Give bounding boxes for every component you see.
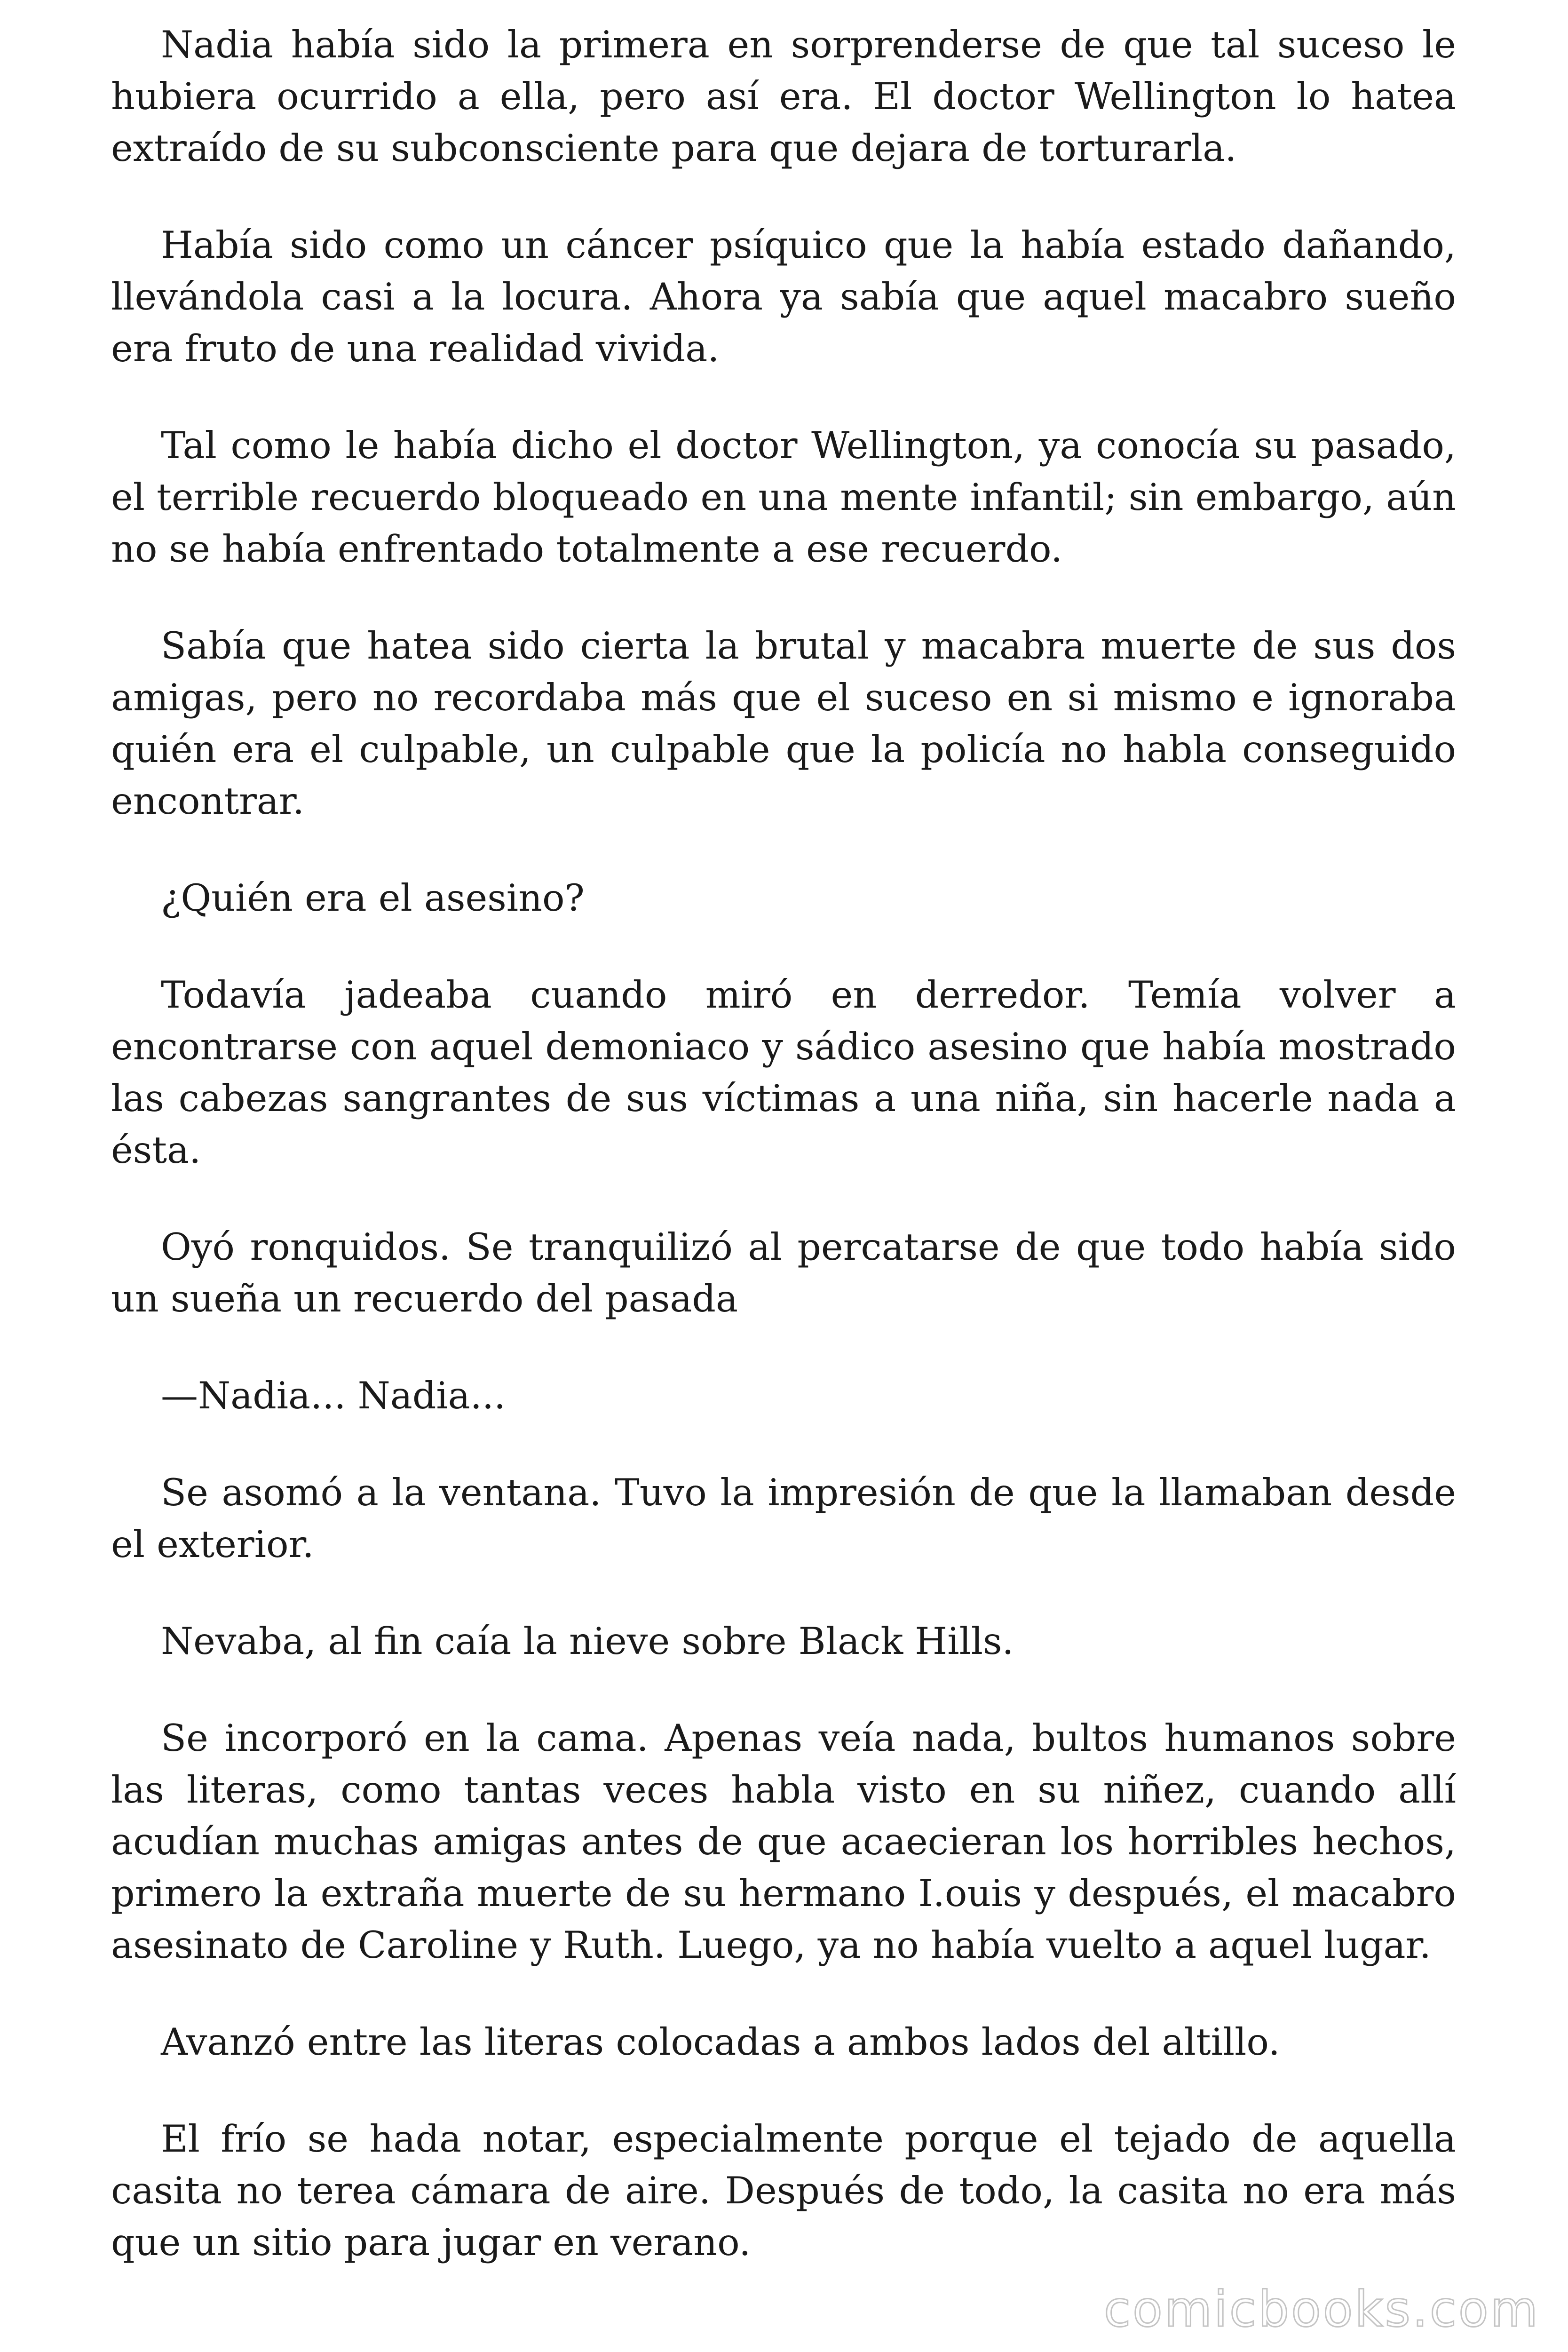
dialogue-line: —Nadia... Nadia...: [161, 1374, 506, 1417]
paragraph: Nadia había sido la primera en sorprenderse de que tal suceso le hubiera ocurrido a ella, pero así era. El doctor Wellington lo hatea extraído de su subconsciente para que dejara de torturarla.: [111, 23, 1456, 170]
paragraph: Había sido como un cáncer psíquico que la había estado dañando, llevándola casi a la locura. Ahora ya sabía que aquel macabro sueño era fruto de una realidad vivida.: [111, 223, 1456, 370]
paragraph: Se asomó a la ventana. Tuvo la impresión de que la llamaban desde el exterior.: [111, 1471, 1456, 1566]
paragraph: Sabía que hatea sido cierta la brutal y macabra muerte de sus dos amigas, pero no recordaba más que el suceso en si mismo e ignoraba quién era el culpable, un culpable que la policía no habla conseguido encontrar.: [111, 624, 1456, 823]
paragraph: Avanzó entre las literas colocadas a ambos lados del altillo.: [161, 2020, 1280, 2064]
paragraph: Todavía jadeaba cuando miró en derredor. Temía volver a encontrarse con aquel demoniaco y sádico asesino que había mostrado las cabezas sangrantes de sus víctimas a una niña, sin hacerle nada a ésta.: [111, 973, 1456, 1172]
paragraph: Tal como le había dicho el doctor Wellington, ya conocía su pasado, el terrible recuerdo bloqueado en una mente infantil; sin embargo, aún no se había enfrentado totalmente a ese recuerdo.: [111, 424, 1456, 571]
book-page-text: [111, 19, 1456, 2268]
paragraph: ¿Quién era el asesino?: [161, 876, 585, 920]
watermark: comicbooks.com: [1103, 2280, 1540, 2338]
paragraph: Oyó ronquidos. Se tranquilizó al percatarse de que todo había sido un sueña un recuerdo del pasada: [111, 1225, 1456, 1320]
paragraph: Nevaba, al fin caía la nieve sobre Black Hills.: [161, 1620, 1014, 1663]
paragraph: Se incorporó en la cama. Apenas veía nada, bultos humanos sobre las literas, como tantas veces habla visto en su niñez, cuando allí acudían muchas amigas antes de que acaecieran los horribles hechos, primero la extraña muerte de su hermano I.ouis y después, el macabro asesinato de Caroline y Ruth. Luego, ya no había vuelto a aquel lugar.: [111, 1716, 1456, 1967]
paragraph: El frío se hada notar, especialmente porque el tejado de aquella casita no terea cámara de aire. Después de todo, la casita no era más que un sitio para jugar en verano.: [111, 2117, 1456, 2264]
